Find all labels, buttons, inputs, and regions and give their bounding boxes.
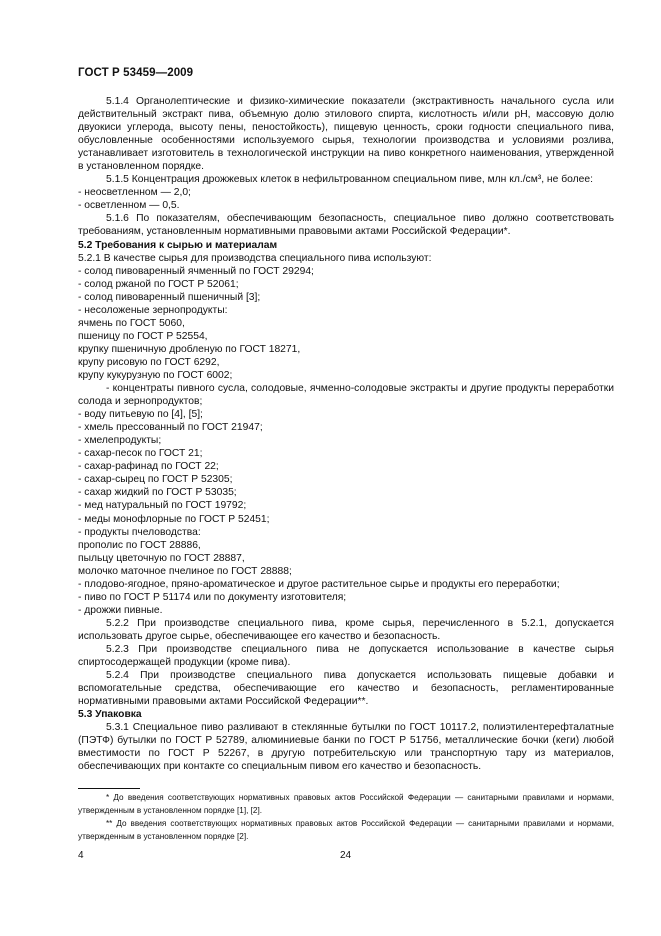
list-item: 5.2.1 В качестве сырья для производства специального пива используют: — [78, 252, 432, 264]
list-item: - сахар-песок по ГОСТ 21; — [78, 448, 203, 460]
list-item: - хмель прессованный по ГОСТ 21947; — [78, 422, 263, 434]
list-item: - неосветленном — 2,0; — [78, 187, 191, 199]
list-item: ячмень по ГОСТ 5060, — [78, 317, 185, 329]
page-number-left: 4 — [78, 850, 84, 861]
list-item: - сахар-сырец по ГОСТ Р 52305; — [78, 474, 233, 486]
list-item: - несоложеные зернопродукты: — [78, 304, 228, 316]
list-item: крупу рисовую по ГОСТ 6292, — [78, 356, 220, 368]
footnote-1: * До введения соответствующих нормативных правовых актов Российской Федерации — санитарными правилами и нормами, утвержденным в установленном порядке [1], [2]. — [78, 793, 614, 815]
section-heading: 5.2 Требования к сырью и материалам — [78, 239, 278, 251]
list-item: молочко маточное пчелиное по ГОСТ 28888; — [78, 565, 292, 577]
list-item: - хмелепродукты; — [78, 435, 162, 447]
list-item: - мед натуральный по ГОСТ 19792; — [78, 500, 247, 512]
page-header-title: ГОСТ Р 53459—2009 — [78, 67, 194, 79]
paragraph: 5.2.4 При производстве специального пива допускается использовать пищевые добавки и вспомогательные средства, обеспечивающие его качество и безопасность, регламентированные нормативными правовыми актами Российской Федерации**. — [78, 670, 614, 708]
list-item: - плодово-ягодное, пряно-ароматическое и другое растительное сырье и продукты его переработки; — [78, 578, 560, 590]
paragraph: 5.2.3 При производстве специального пива не допускается использование в качестве сырья спиртосодержащей продукции (кроме пива). — [78, 643, 614, 669]
list-item: крупку пшеничную дробленую по ГОСТ 18271, — [78, 343, 301, 355]
list-item: пыльцу цветочную по ГОСТ 28887, — [78, 552, 245, 564]
paragraph: 5.1.4 Органолептические и физико-химические показатели (экстрактивность начального сусла или действительный экстракт пива, объемную долю этилового спирта, кислотность и/или pH, массовую долю двуокиси углерода, высоту пены, пеностойкость), пищевую ценность, сроки годности специального пива, обусловленные особенностями используемого сырья, технологии производства и условиями розлива, устанавливает изготовитель в технологической инструкции на пиво конкретного наименования, утвержденной в установленном порядке. — [78, 96, 614, 173]
list-item: - осветленном — 0,5. — [78, 200, 180, 212]
footnote-2: ** До введения соответствующих нормативных правовых актов Российской Федерации — санитарными правилами и нормами, утвержденным в установленном порядке [2]. — [78, 819, 614, 841]
paragraph: 5.2.2 При производстве специального пива, кроме сырья, перечисленного в 5.2.1, допускается использовать другое сырье, обеспечивающее его качество и безопасность. — [78, 617, 614, 642]
list-item: - продукты пчеловодства: — [78, 526, 201, 538]
paragraph: - концентраты пивного сусла, солодовые, ячменно-солодовые экстракты и другие продукты переработки солода и зернопродуктов; — [78, 383, 614, 408]
paragraph: 5.1.6 По показателям, обеспечивающим безопасность, специальное пиво должно соответствовать требованиям, установленным нормативными правовыми актами Российской Федерации*. — [78, 213, 614, 238]
paragraph: 5.1.5 Концентрация дрожжевых клеток в нефильтрованном специальном пиве, млн кл./см³, не более: — [106, 174, 593, 186]
paragraph: 5.3.1 Специальное пиво разливают в стеклянные бутылки по ГОСТ 10117.2, полиэтилентерефталатные (ПЭТФ) бутылки по ГОСТ Р 52789, алюминиевые банки по ГОСТ Р 51756, металлические бочки (кеги) любой вместимости по ГОСТ Р 52267, в другую потребительскую или транспортную тару из материалов, обеспечивающих при контакте со специальным пивом его качество и безопасность. — [78, 722, 614, 773]
page-number-center: 24 — [340, 850, 352, 861]
main-text — [78, 95, 614, 773]
list-item: пшеницу по ГОСТ Р 52554, — [78, 330, 208, 342]
list-item: - воду питьевую по [4], [5]; — [78, 409, 203, 421]
list-item: - солод пивоваренный пшеничный [3]; — [78, 291, 261, 303]
list-item: - меды монофлорные по ГОСТ Р 52451; — [78, 513, 270, 525]
list-item: прополис по ГОСТ 28886, — [78, 539, 201, 551]
footnote-divider — [78, 788, 140, 789]
list-item: крупу кукурузную по ГОСТ 6002; — [78, 369, 233, 381]
section-heading: 5.3 Упаковка — [78, 709, 142, 721]
list-item: - солод ржаной по ГОСТ Р 52061; — [78, 278, 239, 290]
list-item: - сахар жидкий по ГОСТ Р 53035; — [78, 487, 237, 499]
list-item: - пиво по ГОСТ Р 51174 или по документу изготовителя; — [78, 591, 347, 603]
list-item: - дрожжи пивные. — [78, 604, 163, 616]
list-item: - солод пивоваренный ячменный по ГОСТ 29294; — [78, 265, 314, 277]
list-item: - сахар-рафинад по ГОСТ 22; — [78, 461, 219, 473]
footnotes — [78, 788, 614, 843]
